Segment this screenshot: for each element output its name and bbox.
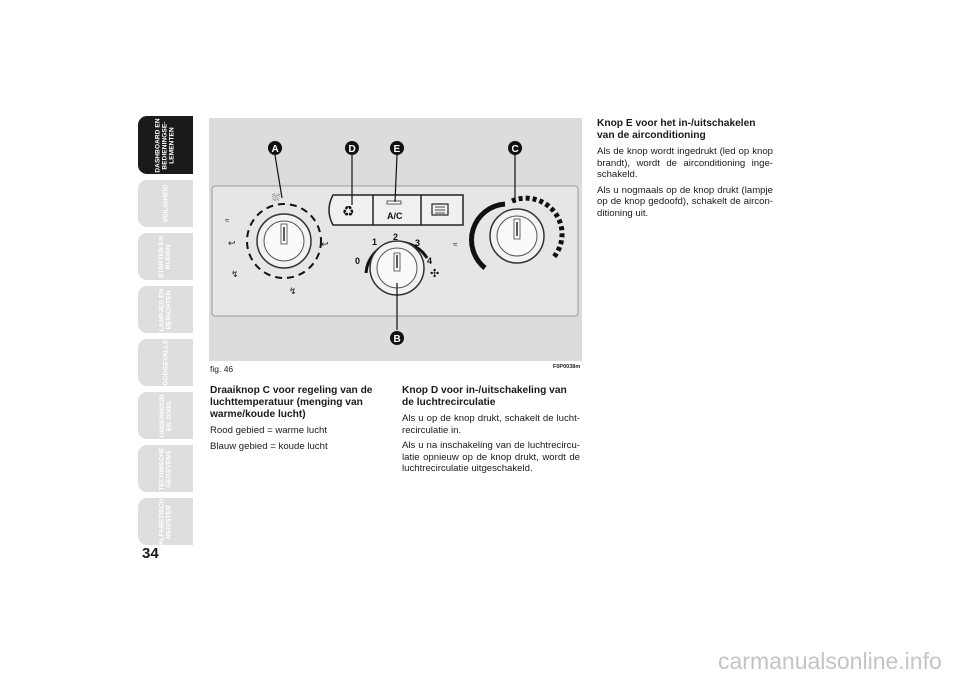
recirculation-icon: ♻: [342, 203, 355, 219]
fan-scale-2: 2: [393, 232, 399, 242]
paragraph: Als de knop wordt ingedrukt (led op knop brandt), wordt de airconditioning inge-schakeld.: [597, 146, 773, 181]
callout-c: [508, 141, 522, 155]
callout-a: [268, 141, 282, 155]
svg-text:D: D: [348, 144, 356, 155]
tab-register[interactable]: [138, 498, 193, 545]
tab-starten[interactable]: [138, 233, 193, 280]
figure-code: F0P0038m: [553, 364, 581, 370]
tab-technische[interactable]: [138, 445, 193, 492]
callout-e: [390, 141, 404, 155]
svg-text:C: C: [511, 144, 519, 155]
paragraph: Rood gebied = warme lucht: [210, 425, 328, 436]
paragraph: Blauw gebied = koude lucht: [210, 440, 328, 452]
button-strip: [329, 195, 463, 225]
face-feet-icon: ↩: [321, 239, 329, 249]
paragraph: Als u nogmaals op de knop drukt (lampje op de knop gedoofd), schakelt de aircon-ditioning uit.: [597, 184, 773, 219]
section-button-e: [597, 118, 773, 224]
defrost-small-icon: ≈: [453, 240, 458, 249]
callout-d: [345, 141, 359, 155]
section-button-d: [402, 385, 580, 479]
fan-icon: ✣: [430, 268, 440, 280]
section-knob-c: [210, 385, 382, 456]
defrost-icon: ⛆: [272, 193, 280, 204]
tab-onderhoud[interactable]: [138, 392, 193, 439]
tab-label: DASHBOARD EN BEDIENINGSE- LEMENTEN: [154, 117, 176, 173]
fan-scale-4: 4: [427, 256, 433, 266]
watermark: carmanualsonline.info: [718, 648, 942, 674]
fan-scale-3: 3: [415, 238, 421, 248]
face-vent-icon: ↩: [228, 238, 236, 248]
tab-dashboard[interactable]: [138, 116, 193, 174]
callout-b: [390, 331, 404, 345]
tab-label: ALFABETISCH REGISTER: [158, 498, 173, 545]
tab-label: NOODGEVALLEN: [162, 334, 170, 391]
page-number: 34: [142, 545, 159, 562]
paragraph: Als u na inschakeling van de luchtrecircu-latie opnieuw op de knop drukt, wordt de luchtrecirculatie uitgeschakeld.: [402, 440, 580, 475]
fan-scale-1: 1: [372, 237, 378, 247]
tab-label: TECHNISCHE GEGEVENS: [158, 446, 173, 491]
climate-panel-illustration: [209, 118, 582, 361]
svg-text:A: A: [271, 144, 279, 155]
tab-label: STARTEN EN RIJDEN: [158, 235, 173, 278]
tab-lampjes[interactable]: [138, 286, 193, 333]
tab-veiligheid[interactable]: [138, 180, 193, 227]
ac-led: [387, 201, 401, 204]
svg-text:E: E: [393, 144, 401, 155]
svg-text:B: B: [393, 334, 401, 345]
section-heading: Knop D voor in-/uitschakeling van de luchtrecirculatie: [402, 385, 567, 408]
tab-noodgevallen[interactable]: [138, 334, 193, 391]
section-heading: Knop E voor het in-/uitschakelen van de airconditioning: [597, 118, 756, 141]
paragraph: Als u op de knop drukt, schakelt de lucht-recirculatie in.: [402, 413, 580, 436]
fan-scale-0: 0: [355, 256, 361, 266]
feet-face-icon: ↯: [289, 286, 297, 296]
tab-label: ONDERHOUD EN ZORG: [158, 393, 173, 438]
ac-button-label: A/C: [387, 211, 403, 221]
chapter-sidebar: [138, 116, 193, 551]
windscreen-icon: ≈: [225, 216, 230, 225]
climate-panel-figure: [209, 118, 582, 361]
tab-label: LAMPJES EN BERICHTEN: [158, 288, 173, 331]
tab-label: VEILIGHEID: [162, 184, 169, 223]
feet-vent-icon: ↯: [231, 269, 239, 279]
figure-label: fig. 46: [210, 364, 234, 374]
section-heading: Draaiknop C voor regeling van de luchttemperatuur (menging van warme/koude lucht): [210, 385, 373, 420]
